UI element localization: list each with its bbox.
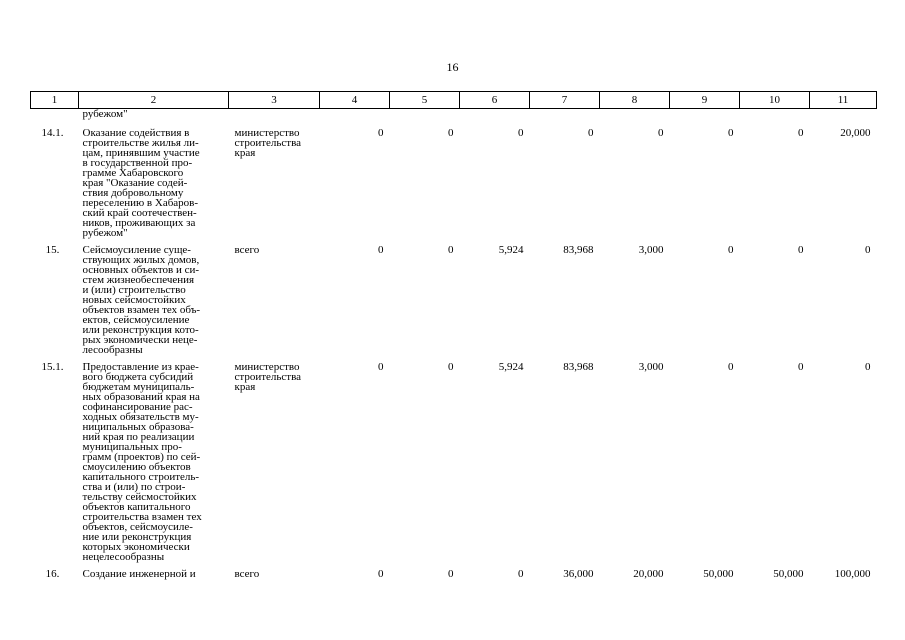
- value-cell: 0: [378, 568, 384, 580]
- header-cell: 8: [600, 92, 670, 109]
- value-cell: 83,968: [563, 244, 594, 256]
- value-cell: 0: [448, 244, 454, 256]
- value-cell: 5,924: [498, 244, 524, 256]
- value-cell: 0: [728, 127, 734, 139]
- value-cell: 0: [728, 244, 734, 256]
- row-number: 15.: [45, 244, 60, 256]
- value-cell: 0: [728, 361, 734, 373]
- value-cell: 0: [588, 127, 594, 139]
- row-name: Оказание содействия в строительстве жилья ли- цам, принявшим участие в государственной про- грамме Хабаровского края "Оказание содей- ствия добровольному переселению в Хабаров- ский край соотечествен- ников, проживающих за рубежом": [82, 127, 200, 239]
- header-cell: 7: [530, 92, 600, 109]
- continuation-text: рубежом": [82, 108, 128, 120]
- page-number: 16: [446, 60, 459, 74]
- continuation-row: [31, 109, 877, 120]
- value-cell: 83,968: [563, 361, 594, 373]
- value-cell: 20,000: [633, 568, 664, 580]
- value-cell: 0: [798, 361, 804, 373]
- value-cell: 0: [448, 568, 454, 580]
- value-cell: 3,000: [638, 244, 664, 256]
- row-number: 16.: [45, 568, 60, 580]
- table-row: [31, 244, 877, 361]
- header-cell: 10: [740, 92, 810, 109]
- value-cell: 0: [658, 127, 664, 139]
- row-name: Предоставление из крае- вого бюджета субсидий бюджетам муниципаль- ных образований края на софинансирование рас- ходных обязательств му- ниципальных образова- ний края по реализации муниципальных про- грамм (проектов) по сей- смоусилению объектов капитального строитель- ства и (или) по строи- тельству сейсмостойких объектов капитального строительства взамен тех объектов, сейсмоусиле- ние или реконструкция которых экономически нецелесообразны: [82, 361, 202, 563]
- value-cell: 0: [378, 127, 384, 139]
- value-cell: 100,000: [834, 568, 871, 580]
- value-cell: 0: [518, 568, 524, 580]
- header-cell: 6: [460, 92, 530, 109]
- row-number: 15.1.: [41, 361, 64, 373]
- value-cell: 20,000: [840, 127, 871, 139]
- value-cell: 50,000: [773, 568, 804, 580]
- table-row: [31, 568, 877, 585]
- row-executor: всего: [234, 244, 260, 256]
- header-cell: 1: [31, 92, 79, 109]
- header-cell: 11: [810, 92, 877, 109]
- header-cell: 4: [320, 92, 390, 109]
- row-name: Создание инженерной и: [82, 568, 196, 580]
- row-name: Сейсмоусиление суще- ствующих жилых домов, основных объектов и си- стем жизнеобеспечения и (или) строительство новых сейсмостойких объектов взамен тех объ- ектов, сейсмоусиление или реконструкция кото- рых экономически неце- лесообразны: [82, 244, 201, 356]
- header-cell: 5: [390, 92, 460, 109]
- table-row: [31, 361, 877, 568]
- value-cell: 0: [448, 127, 454, 139]
- value-cell: 0: [865, 244, 871, 256]
- value-cell: 0: [378, 244, 384, 256]
- row-executor: министерство строительства края: [234, 361, 302, 393]
- header-cell: 3: [229, 92, 320, 109]
- value-cell: 5,924: [498, 361, 524, 373]
- value-cell: 0: [798, 244, 804, 256]
- value-cell: 36,000: [563, 568, 594, 580]
- program-table: [30, 91, 877, 585]
- header-cell: 2: [79, 92, 229, 109]
- value-cell: 0: [518, 127, 524, 139]
- value-cell: 50,000: [703, 568, 734, 580]
- row-executor: всего: [234, 568, 260, 580]
- header-cell: 9: [670, 92, 740, 109]
- row-number: 14.1.: [41, 127, 64, 139]
- table-header-row: [31, 92, 877, 109]
- value-cell: 3,000: [638, 361, 664, 373]
- value-cell: 0: [865, 361, 871, 373]
- row-executor: министерство строительства края: [234, 127, 302, 159]
- table-row: [31, 127, 877, 244]
- value-cell: 0: [378, 361, 384, 373]
- value-cell: 0: [448, 361, 454, 373]
- value-cell: 0: [798, 127, 804, 139]
